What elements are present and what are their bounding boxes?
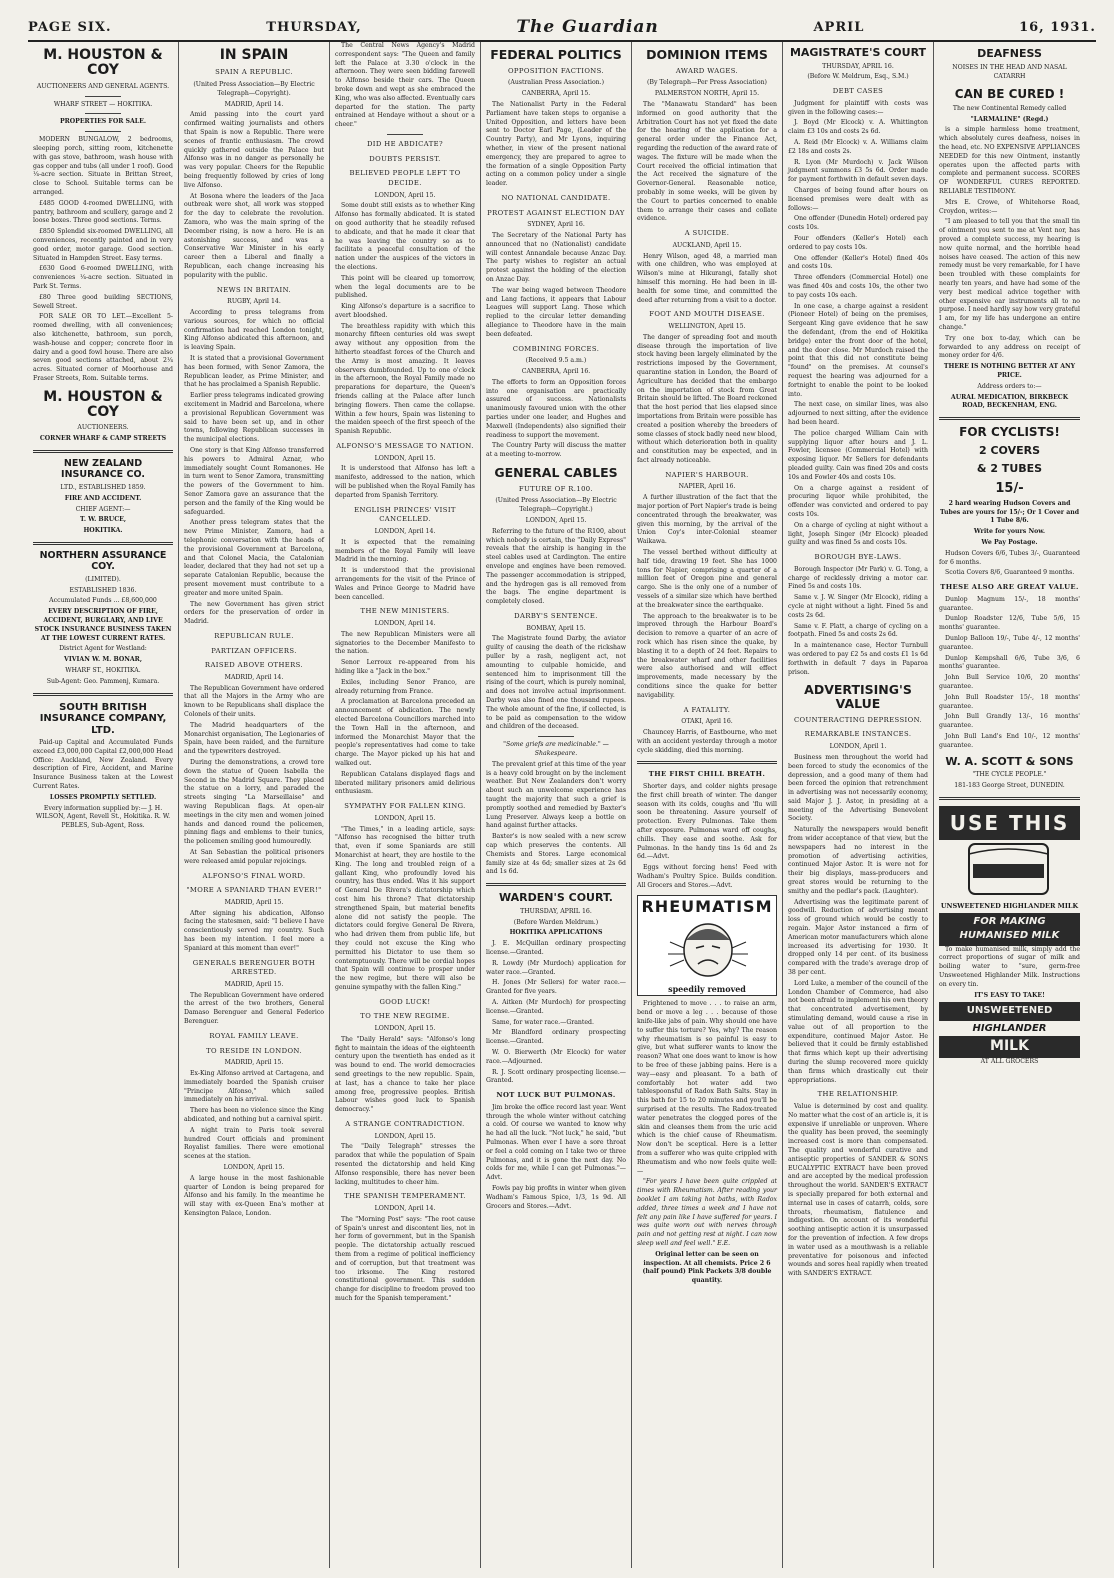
dateline: MADRID, April 15. [224, 898, 284, 906]
wardens-court-headline: WARDEN'S COURT. [499, 891, 613, 905]
milk-tin-illustration [939, 840, 1078, 898]
dateline: OTAKI, April 16. [681, 718, 733, 726]
column-federal-politics [481, 42, 632, 1568]
subhead: NAPIER'S HARBOUR. [665, 470, 749, 479]
paragraph: After signing his abdication, Alfonso facing the statesmen, said: "I believe I have conscientiously served my country. Such has been my intention. I feel more a Spaniard at this moment than ever!" [184, 909, 324, 952]
unsweetened-banner: UNSWEETENED [939, 1002, 1080, 1020]
paragraph: Value is determined by cost and quality. No matter what the cost of an article is, it is expensive if unreliable or unproven. Where the quality has been proved, the seemingly increased cost is more than compensated. The quality and wonderful curative and antiseptic properties of SANDER & SONS EUCALYPTIC EXTRACT have been proved and are accepted by the medical profession throughout the world. SANDER'S EXTRACT is specially prepared for both external and internal use in cases of catarrh, colds, sore throats, rheumatism, flatulence and indigestion. On account of its wonderful soothing antiseptic action it is unsurpassed for the prevention of infection. A few drops in water used as a mouthwash is a reliable preventative for poisonous and infected wounds and sores heal rapidly when treated with SANDER'S EXTRACT. [788, 1103, 928, 1278]
paragraph: is a simple harmless home treatment, which absolutely cures deafness, noises in the head, etc. NO EXPENSIVE APPLIANCES NEEDED for this new Ointment, instantly operates upon the affected parts with complete and permanent success. SCORES OF WONDERFUL CURES REPORTED. RELIABLE TESTIMONY. [939, 126, 1080, 196]
in-spain-headline: IN SPAIN [219, 47, 289, 63]
dateline: LONDON, April 15. [374, 1132, 436, 1140]
subhead: GENERALS BERENGUER BOTH ARRESTED. [192, 958, 316, 977]
nz-chief-agent: CHIEF AGENT:— [75, 505, 131, 513]
paragraph: Address orders to:— [977, 382, 1042, 390]
listing-80: £80 Three good building SECTIONS, Sewell Street. [33, 293, 173, 310]
sb-info: Every information supplied by:— J. H. WILSON, Agent, Revell St., Hokitika. R. W. PEBLES, Sub-Agent, Ross. [35, 804, 171, 830]
paragraph: Senor Lerroux re-appeared from his hiding like a "Jack in the box." [335, 659, 475, 675]
paragraph: During the demonstrations, a crowd tore down the statue of Queen Isabella the Second in the Madrid Square. They placed the statue on a lorry, and paraded the streets singing "La Marseillaise" and waving Republican flags. At open-air meetings in the city men and women joined hands and danced round the policemen, pinning flags and emblems to their tunics, the policemen smiling good humouredly. [184, 758, 324, 846]
dateline: MADRID, April 15. [224, 1059, 284, 1067]
paragraph: Earlier press telegrams indicated growing excitement in Madrid and Barcelona, where a provisional Republican Government was said to have been set up, and in other towns, following Republican successes in the municipal elections. [184, 392, 324, 444]
paragraph: J. Boyd (Mr Elcock) v. A. Whittington claim £3 10s and costs 2s 6d. [788, 119, 928, 136]
easy-to-take: IT'S EASY TO TAKE! [974, 991, 1045, 999]
paragraph: One story is that King Alfonso transferred his powers to Admiral Aznar, who immediately sought Count Romanones. He in turn went to Senor Zamora, transmitting the powers of the Government to him. Senor Zamora gave an assurance that the person and the family of the King would be safeguarded. [184, 446, 324, 516]
scott-sons-title: W. A. SCOTT & SONS [945, 754, 1074, 768]
paragraph: Frightened to move . . . to raise an arm, bend or move a leg . . . because of those knife-like jabs of pain. Why should one have to suffer this torture? Yes, why? The reason why rheumatism is so painful is easy to give, but what sufferer wants to know the reason? What one does want to know is how to be free of these jabbing pains. Here is a way—easy and pleasant. To a bath of comfortably hot water add two tablespoonsful of Radox Bath Salts. Stay in this bath for 15 to 20 minutes and you'll be surprised at the results. The Radox-treated water penetrates the clogged pores of the skin and cleanses them from the uric acid which is the chief cause of Rheumatism. Now don't be sceptical. Here is a letter from a sufferer who was quite crippled with Rheumatism and who now feels quite well:— [637, 1000, 777, 1175]
great-value-headline: THESE ALSO ARE GREAT VALUE. [940, 583, 1079, 592]
paragraph: The Republican Government have ordered the arrest of the two brothers, General Damaso Berenguer and General Federico Berenguer. [184, 991, 324, 1026]
subhead: DEBT CASES [832, 87, 884, 96]
paragraph: It is stated that a provisional Government has been formed, with Senor Zamora, the Republican leader, as Prime Minister, and that he has proclaimed a Spanish Republic. [184, 354, 324, 389]
paragraph: Charges of being found after hours on licensed premises were dealt with as follows:— [788, 187, 928, 212]
paragraph: J. E. McQuillan ordinary prospecting license.—Granted. [486, 940, 626, 956]
paragraph: The approach to the breakwater is to be improved through the Harbour Board's decision to remove a quarter of an acre of rock which has risen since the quake, by blasting it to a depth of 24 feet. Repairs to the breakwater wharf and other facilities were also authorised and will effect improvements, made necessary by the conditions since the quake for better navigability. [637, 612, 777, 699]
paragraph: A night train to Paris took several hundred Court officials and prominent Royalist families. There were emotional scenes at the station. [184, 1126, 324, 1161]
aural-address: AURAL MEDICATION, BIRKBECK ROAD, BECKENHAM, ENG. [950, 393, 1069, 410]
paragraph: Write for yours Now. [973, 528, 1046, 536]
ad-houston-title: M. HOUSTON & COY [43, 47, 163, 79]
separator [85, 131, 121, 132]
paragraph: Another press telegram states that the new Prime Minister, Zamora, had a telephonic conversation with the heads of the provisional Government at Barcelona, and that Colonel Macia, the Catalonian leader, declared that they had not set up a separate Catalonian Republic, because the present movement must contribute to a greater and more united Spain. [184, 519, 324, 597]
paragraph: R. J. Scott ordinary prospecting license.—Granted. [486, 1068, 626, 1085]
paragraph: Chauncey Harris, of Eastbourne, who met with an accident yesterday through a motor cycle skidding, died this morning. [637, 728, 777, 754]
na-established: ESTABLISHED 1836. [69, 586, 137, 594]
paragraph: Amid passing into the court yard confirmed waiting journalists and others that Spain is now a Republic. There were scenes of frantic enthusiasm. The crowd quickly gathered outside the Palace but Alfonso was in no danger as personally he was very popular. Cheers for the Republic being frequently followed by cries of long live Alfonso. [184, 111, 324, 189]
court-bench: (Before W. Meldrum, Esq., S.M.) [807, 73, 909, 81]
subhead: FOOT AND MOUTH DISEASE. [649, 310, 765, 319]
subhead: NOT LUCK BUT PULMONAS. [496, 1091, 616, 1100]
paragraph: King Alfonso's departure is a sacrifice to avert bloodshed. [335, 303, 475, 319]
separator [387, 134, 423, 135]
rheumatism-title: RHEUMATISM [641, 896, 773, 916]
masthead-day: THURSDAY, [266, 19, 362, 35]
can-be-cured: CAN BE CURED ! [954, 86, 1065, 101]
scott-address: 181-183 George Street, DUNEDIN. [954, 782, 1065, 790]
magistrates-court-headline: MAGISTRATE'S COURT [789, 46, 927, 59]
advertising-value-headline: ADVERTISING'S VALUE [804, 682, 912, 712]
rule [33, 693, 173, 696]
paragraph: Borough Inspector (Mr Park) v. G. Tong, a charge of recklessly driving a motor car. Fined 5s and costs 10s. [788, 565, 928, 591]
deafness-remedy: The new Continental Remedy called [952, 104, 1067, 112]
subhead: ROYAL FAMILY LEAVE. [209, 1031, 299, 1040]
paragraph: Naturally the newspapers would benefit from wider acceptance of that view, but the newspapers had no interest in the promotion of advertising activities, continued Major Astor. It is were not for their big displays, mass-producers and great stores would be returning to the smithy and the pedlar's pack. (Laughter). [788, 826, 928, 895]
tin-label: UNSWEETENED HIGHLANDER MILK [940, 902, 1079, 911]
paragraph: H. Jones (Mr Sellers) for water race.—Granted for five years. [486, 979, 626, 996]
paragraph: Four offenders (Keller's Hotel) each ordered to pay costs 10s. [788, 235, 928, 251]
page-number: PAGE SIX. [28, 19, 112, 35]
listing-for-sale: FOR SALE OR TO LET.—Excellent 5-roomed dwelling, with all conveniences; also kitchenette, bathroom, sun porch, wash-house and copper; concrete floor in dairy and a good fowl house. There are also seven good sections attached, about 2¼ acres. Situated corner of Moorhouse and Fraser Streets, Rom. Suitable terms. [33, 313, 173, 382]
paragraph: The Republican Government have ordered that all the Majors in the Army who are known to be Republicans shall displace the Colonels of their units. [184, 684, 324, 718]
source-line: (Received 9.5 a.m.) [525, 357, 587, 365]
paragraph: Henry Wilson, aged 48, a married man with one children, who was employed at Wilson's mine at Hikurangi, fatally shot himself this morning. He had been in ill-health for some time, and committed the deed after returning from a visit to a doctor. [637, 252, 777, 304]
subhead: ALFONSO'S MESSAGE TO NATION. [336, 442, 474, 451]
source-line: (United Press Association—By Electric Telegraph—Copyright). [193, 81, 315, 97]
tyre-item: John Bull Grandly 13/-, 16 months' guarantee. [939, 713, 1080, 730]
covers-headline: 2 COVERS [978, 444, 1041, 458]
general-cables-headline: GENERAL CABLES [494, 465, 618, 480]
highlander-text: HIGHLANDER [972, 1022, 1047, 1034]
columns [28, 42, 1096, 1568]
dateline: AUCKLAND, April 15. [672, 241, 742, 249]
na-description: EVERY DESCRIPTION OF FIRE, ACCIDENT, BURGLARY, AND LIVE STOCK INSURANCE BUSINESS TAKEN AT THE LOWEST CURRENT RATES. [34, 608, 172, 642]
paragraph: The Secretary of the National Party has announced that no (Nationalist) candidate will contest Annandale because Anzac Day. The party wishes to register an actual protest against the holding of the election on Anzac Day. [486, 232, 626, 284]
column-dominion-items [632, 42, 783, 1568]
dateline: MADRID, April 15. [224, 980, 284, 988]
rule [637, 761, 777, 764]
paragraph: Jim broke the office record last year. Went through the whole winter without catching a cold. Of course we wanted to know why he had all the luck. "Not luck," he said, "but Pulmonas. When ever I have a sore throat or feel a cold coming on I take two or three Pulmonas, and it is gone the next day. No colds for me, while I can get Pulmonas."—Advt. [486, 1103, 626, 1182]
paragraph: Baxter's is now sealed with a new screw cap which preserves the contents. All Chemists and Stores. Large economical family size at 4s 6d; smaller sizes at 2s 6d and 1s 6d. [486, 833, 626, 876]
subhead: TO THE NEW REGIME. [360, 1012, 450, 1021]
paragraph: R. Lowdy (Mr Murdoch) application for water race.—Granted. [486, 959, 626, 976]
subhead: AWARD WAGES. [675, 66, 739, 75]
paragraph: A. Reid (Mr Elcock) v. A. Williams claim £2 18s and costs 2s. [788, 139, 928, 155]
na-funds: Accumulated Funds ... £8,600,000 [49, 597, 157, 605]
paragraph: The Nationalist Party in the Federal Parliament have taken steps to organise a United Opposition, and letters have been sent to Doctor Earl Page, (Leader of the Country Party), and Mr Lyons, inquiring whether, in view of the present national emergency, they are prepared to agree to the formation of a single Opposition Party acting on a common policy under a single leader. [486, 100, 626, 188]
paragraph: A further illustration of the fact that the major portion of Port Napier's trade is being concentrated through the breakwater, was given this morning, by the arrival of the Union Coy's inter-Colonial steamer Waikawa. [637, 494, 777, 546]
paragraph: The "Daily Telegraph" stresses the paradox that while the population of Spain resented the dictatorship and held King Alfonso responsible, there has never been lacking, multitudes to cheer him. [335, 1143, 475, 1186]
paragraph: Hudson Covers 6/6, Tubes 3/-, Guaranteed for 6 months. [939, 549, 1080, 566]
subhead: COMBINING FORCES. [512, 344, 600, 353]
northern-assurance-title: NORTHERN ASSURANCE COY. [39, 549, 167, 572]
tyre-item: Dunlop Magnum 15/-, 18 months' guarantee. [939, 595, 1080, 612]
dateline: LONDON, April 15. [374, 454, 436, 462]
na-district: District Agent for Westland: [59, 645, 147, 653]
paragraph: Same v. F. Platt, a charge of cycling on a footpath. Fined 5s and costs 2s 6d. [788, 622, 928, 639]
tyre-item: Dunlop Roadster 12/6, Tube 5/6, 15 months' guarantee. [939, 615, 1080, 632]
paragraph: The new Republican Ministers were all signatories to the December Manifesto to the nation. [335, 630, 475, 656]
paragraph: Same, for water race.—Granted. [492, 1018, 594, 1026]
dateline: LONDON, April 15. [525, 516, 587, 524]
paragraph: "The Times," in a leading article, says: "Alfonso has recognised the bitter truth that, even if some Spaniards are still Monarchist at heart, they are hostile to the King. The long and troubled reign of a gallant King, who profoundly loved his country, has thus ended. Was it his support of General De Rivera's dictatorship which cost him his throne? That dictatorship strengthened Spain, but material benefits alone did not satisfy the people. The dictators could forgive General De Rivera, who had driven them from public life, but they could not excuse the King who permitted his Dictator to use them so contemptuously. There will be cordial hopes that Spain will continue to prosper under the new regime, but there will also be genuine sympathy with the fallen King." [335, 825, 475, 991]
cycle-people: "THE CYCLE PEOPLE." [972, 771, 1047, 779]
rheumatism-ad [637, 895, 777, 997]
listing-485: £485 GOOD 4-roomed DWELLING, with pantry, bathroom and scullery, garage and 2 loose boxes. Three good sections. Terms. [33, 199, 173, 225]
paragraph: A. Aitken (Mr Murdoch) for prospecting license.—Granted. [486, 998, 626, 1015]
dateline: LONDON, April 1. [829, 743, 887, 751]
subhead: REMARKABLE INSTANCES. [804, 730, 912, 739]
subhead: RAISED ABOVE OTHERS. [204, 661, 304, 670]
subhead: A FATALITY. [683, 705, 731, 714]
federal-politics-headline: FEDERAL POLITICS [490, 47, 622, 62]
subhead: A SUICIDE. [684, 229, 730, 238]
listing-bungalow: MODERN BUNGALOW, 2 bedrooms, sleeping porch, sitting room, kitchenette with gas stove, bathroom, wash house with gas copper and tubs (all under 1 roof). Good ¼-acre section. Situate in Brittan Street, close to School. Suitable terms can be arranged. [33, 136, 173, 196]
na-subagent: Sub-Agent: Geo. Pammenj, Kumara. [46, 677, 160, 685]
corner-address: CORNER WHARF & CAMP STREETS [39, 435, 167, 443]
column-spain-continued [330, 42, 481, 1568]
paragraph: The police charged William Cain with supplying liquor after hours and J. L. Fowler, licensee (Commercial Hotel) with exposing liquor. Mr Sellers for defendants pleaded guilty. Cain was fined 20s and costs 10s and Fowler 40s and costs 10s. [788, 429, 928, 481]
testimonial: "For years I have been quite crippled at times with Rheumatism. After reading your booklet I am taking hot baths, with Radox added, three times a week and I have not felt any pain like I have suffered for years. I was quite worn out with nerves through pain and not getting rest at night. I can now sleep well and feel well." E.E. [637, 1178, 777, 1247]
humanised-milk-banner: FOR MAKING HUMANISED MILK [939, 913, 1080, 945]
paragraph: The breathless rapidity with which this monarchy fifteen centuries old was swept away without any opposition from the hitherto steadfast forces of the Church and the Army is most amazing. It leaves observers dumbfounded. Up to one o'clock in the afternoon, the Royal Family made no preparations for departure, the Queen's friends calling at the Palace after lunch bringing flowers. Then came the collapse. Within a few hours, Spain was listening to the maiden speech of the first speech of the Spanish Republic. [335, 322, 475, 436]
paragraph: The Magistrate found Darby, the aviator guilty of causing the death of the rickshaw puller by a rash, negligent act, not amounting to culpable homicide, and sentenced him to imprisonment till the rising of the court, which is purely nominal, and does not involve actual imprisonment. Darby was also fined one thousand rupees. The whole amount of the fine, if collected, is to be paid as compensation to the widow and children of the deceased. [486, 635, 626, 731]
milk-banner: MILK [939, 1036, 1080, 1058]
properties-heading: PROPERTIES FOR SALE. [60, 118, 146, 126]
subhead: BELIEVED PEOPLE LEFT TO DECIDE. [349, 169, 461, 187]
rheumatism-subtitle: speedily removed [668, 984, 746, 995]
price-line: Original letter can be seen on inspection. At all chemists. Price 2 6 (half pound) Pink Packets 3/8 double quantity. [642, 1250, 772, 1285]
ad-houston-address: WHARF STREET — HOKITIKA. [53, 100, 153, 108]
subhead: COUNTERACTING DEPRESSION. [793, 715, 923, 724]
paragraph: R. Lyon (Mr Murdoch) v. Jack Wilson judgment summons £3 5s 6d. Order made for payment forthwith in default seven days. [788, 158, 928, 184]
paragraph: Judgment for plaintiff with costs was given in the following cases:— [788, 99, 928, 116]
subhead: THE NEW MINISTERS. [360, 607, 450, 616]
column-in-spain [179, 42, 330, 1568]
subhead: NEWS IN BRITAIN. [216, 285, 292, 294]
subhead: DOUBTS PERSIST. [369, 154, 441, 163]
paragraph: This point will be cleared up tomorrow, when the legal documents are to be published. [335, 274, 475, 300]
deafness-headline: DEAFNESS [977, 47, 1042, 60]
paragraph: The war being waged between Theodore and Lang factions, it appears that Labour Leagues will support Lang. Those which replied to the circular letter demanding allegiance to Theodore have in the main been defeated. [486, 286, 626, 338]
larmaline: "LARMALINE" (Regd.) [970, 115, 1049, 123]
dateline: LONDON, April 15. [374, 1024, 436, 1032]
paragraph: The Country Party will discuss the matter at a meeting to-morrow. [486, 442, 626, 459]
paragraph: Referring to the future of the R100, about which nobody is certain, the "Daily Express" reveals that the airship is hanging in the steel cables used at Cardington. The entire envelope and engines have been removed. The passenger accommodation is stripped, and the hydrogen gas is all removed from the bags. The engine department is completely closed. [486, 527, 626, 606]
source-line: (United Press Association—By Electric Telegraph—Copyright.) [495, 497, 617, 514]
paragraph: Shorter days, and colder nights presage the first chill breath of winter. The danger season with its colds, coughs and 'flu will soon be threatening. Assure yourself of protection. Every Pulmonas. Take them after exposure. Pulmonas ward off coughs, chills. They ease and soothe. Ask for Pulmonas. In the handy tins 1s 6d and 2s 6d.—Advt. [637, 782, 777, 861]
paragraph: Fowls pay big profits in winter when given Wadham's Famous Spice, 1/3, 1s 9d. All Grocers and Stores.—Advt. [486, 1184, 626, 1210]
subhead: DARBY'S SENTENCE. [514, 611, 598, 620]
tyre-item: Dunlop Balloon 19/-, Tube 4/-, 12 months' guarantee. [939, 635, 1080, 651]
rule [33, 450, 173, 453]
paragraph: At San Sebastian the political prisoners were released amid popular rejoicings. [184, 848, 324, 865]
na-limited: (LIMITED). [85, 575, 121, 583]
paragraph: In a maintenance case, Hector Turnbull was ordered to pay £2 5s and costs £1 1s 6d forthwith in default 7 days in Paparoa prison. [788, 642, 928, 676]
dateline: SYDNEY, April 16. [527, 221, 585, 229]
paragraph: Eggs without forcing hens! Feed with Wadham's Poultry Spice. Builds condition. All Grocers and Stores.—Advt. [637, 864, 777, 889]
separator [85, 96, 121, 97]
subhead: BOROUGH BYE-LAWS. [814, 553, 902, 562]
paragraph: According to press telegrams from various sources, for which no official confirmation had reached London tonight, King Alfonso abdicated this afternoon, and is leaving Spain. [184, 309, 324, 352]
paragraph: Some doubt still exists as to whether King Alfonso has formally abdicated. It is stated on good authority that he steadily refused to abdicate, and that he made it clear that he was leaving the country so as to facilitate a peaceful consultation of the nation under the auspices of the victors in the elections. [335, 202, 475, 271]
tubes-headline: & 2 TUBES [976, 462, 1043, 476]
subhead: PROTEST AGAINST ELECTION DAY [487, 208, 625, 217]
masthead-month: APRIL [813, 19, 865, 35]
paragraph: "I am pleased to tell you that the small tin of ointment you sent to me at Vent nor, has proved a complete success, my hearing is now quite normal, and the horrible head noises have ceased. The action of this new remedy must be very remarkable, for I have been troubled with these complaints for nearly ten years, and have had some of the very best medical advice together with other expensive ear instruments all to no purpose. I need hardly say how very grateful I am, for my life has undergone an entire change." [939, 218, 1080, 331]
subhead: THE SPANISH TEMPERAMENT. [344, 1192, 466, 1201]
dateline: LONDON, April 14. [374, 1205, 436, 1212]
paragraph: In one case, a charge against a resident (Pioneer Hotel) of being on the premises, Sergeant King gave evidence that he saw the defendant, (from the end of Hokitika bridge) enter the front door of the hotel, and the door close. Mr Murdoch raised the point that this did not constitute being "found" on the premises. At counsel's request the hearing was adjourned for a fortnight to enable the point to be looked into. [788, 302, 928, 398]
dateline: LONDON, April 14. [374, 527, 436, 535]
subhead: PARTIZAN OFFICERS. [211, 646, 297, 655]
paragraph: THERE IS NOTHING BETTER AT ANY PRICE. [943, 363, 1076, 379]
paragraph: The danger of spreading foot and mouth disease through the importation of live stock having been largely eliminated by the restrictions imposed by the Government, quarantine station in London, the Board of Agriculture has decided that the embargo on the importation of stock from Great Britain should be lifted. The Board reckoned that the host period that lies elapsed since importations from Britain were possible has created a position whereby the breeders of some classes of stock badly need new blood, without which deterioration both in quality and constitution may be expected, and in fact already noticeable. [637, 333, 778, 464]
nz-fire: FIRE AND ACCIDENT. [64, 494, 142, 502]
paragraph: One offender (Keller's Hotel) fined 40s and costs 10s. [788, 254, 928, 271]
na-address: WHARF ST., HOKITIKA. [65, 666, 141, 674]
column-magistrates-court [783, 42, 934, 1568]
paragraph: Advertising was the legitimate parent of goodwill. Reduction of advertising meant loss of ground which would be costly to regain. Major Astor instanced a firm of American motor manufacturers which alone increased its advertising for 1930. It dropped only 14 per cent. of its business compared with the trade's average drop of 38 per cent. [788, 898, 928, 977]
column-advertisements [934, 42, 1085, 1568]
column-classifieds [28, 42, 179, 1568]
subhead: HOKITIKA APPLICATIONS [509, 929, 603, 937]
subhead: ALFONSO'S FINAL WORD. [202, 871, 306, 880]
dateline: LONDON, April 15. [374, 814, 436, 822]
source-line: (By Telegraph—Per Press Association) [647, 79, 767, 87]
sb-capital: Paid-up Capital and Accumulated Funds exceed £3,000,000 Capital £2,000,000 Head Office: Auckland, New Zealand. Every description of Fire, Accident, and Marine Insurance Business taken at the Lowest Current Rates. [33, 739, 173, 790]
paragraph: It is expected that the remaining members of the Royal Family will leave Madrid in the morning. [335, 538, 475, 564]
nz-insurance-title: NEW ZEALAND INSURANCE CO. [61, 458, 145, 480]
paragraph: Lord Luke, a member of the council of the London Chamber of Commerce, had also not been afraid to implement his own theory that concentrated advertisement, by stimulating demand, would cause a rise in value out of all proportion to the expenditure, continued Major Astor. He believed that it could be firmly established that firms which kept up their advertising during the slump recovered more quickly than firms which drastically cut their appropriations. [788, 979, 928, 1084]
paragraph: The "Manawatu Standard" has been informed on good authority that the Arbitration Court has not yet fixed the date for the hearing of the application for a general order under the Finance Act, regarding the reduction of the award rate of wages. The fixture will be made when the Court received the official intimation that the Act received the signature of the Governor-General. Reasonable notice, probably in some weeks, will be given by the Court to parties concerned to enable them to arrange their cases and collate evidence. [637, 100, 777, 223]
separator [85, 113, 121, 114]
tyre-item: Dunlop Kempshall 6/6, Tube 3/6, 6 months' guarantee. [939, 654, 1080, 671]
subhead: NO NATIONAL CANDIDATE. [501, 193, 611, 202]
dominion-items-headline: DOMINION ITEMS [646, 47, 768, 62]
masthead [28, 16, 1096, 38]
paragraph: Try one box to-day, which can be forwarded to any address on receipt of money order for 4/6. [939, 334, 1080, 360]
auctioneers-label: AUCTIONEERS. [77, 424, 129, 432]
subhead: GOOD LUCK! [379, 997, 431, 1006]
dateline: THURSDAY, APRIL 16. [520, 907, 592, 915]
cyclists-headline: FOR CYCLISTS! [959, 425, 1060, 440]
subhead: THE FIRST CHILL BREATH. [648, 770, 766, 779]
ad-houston-sub: AUCTIONEERS AND GENERAL AGENTS. [36, 82, 170, 90]
paragraph: Republican Catalans displayed flags and liberated military prisoners amid delirious enthusiasm. [335, 770, 475, 796]
paragraph: 2 hard wearing Hudson Covers and Tubes are yours for 15/-; Or 1 Cover and 1 Tube 8/6. [939, 499, 1080, 525]
listing-850: £850 Splendid six-roomed DWELLING, all conveniences, recently painted and in very good order, motor garage. Good section. Situated in Hampden Street. Easy terms. [33, 228, 173, 262]
price-headline: 15/- [995, 480, 1024, 496]
paragraph: W. O. Bierwerth (Mr Elcock) for water race.—Adjourned. [486, 1048, 626, 1065]
rule [486, 883, 626, 886]
paragraph: Exiles, including Senor Franco, are already returning from France. [335, 678, 475, 695]
paragraph: Three offenders (Commercial Hotel) one was fined 40s and costs 10s, the other two to pay costs 10s each. [788, 274, 928, 299]
paragraph: Mr Blandford ordinary prospecting license.—Granted. [486, 1029, 626, 1046]
paragraph: One offender (Dunedin Hotel) ordered pay costs 10s. [788, 215, 928, 232]
subhead: A STRANGE CONTRADICTION. [345, 1119, 465, 1128]
subhead: TO RESIDE IN LONDON. [206, 1046, 302, 1055]
paragraph: We Pay Postage. [981, 539, 1038, 547]
subhead: THE RELATIONSHIP. [817, 1090, 899, 1099]
tyre-item: John Bull Land's End 10/-, 12 months' guarantee. [939, 733, 1080, 749]
paragraph: Same v. J. W. Singer (Mr Elcock), riding a cycle at night without a light. Fined 5s and costs 2s 6d. [788, 594, 928, 619]
paragraph: At Bosona where the leaders of the Jaca outbreak were shot, all work was stopped for the day to celebrate the revolution. Zamora, who was the main spring of the December rising, is now a hero. He is an astonishing success, and was a Conservative War Minister in his early career then a Liberal and finally a Republican, each change increasing his popularity with the public. [184, 192, 324, 279]
paragraph: Mrs E. Crowe, of Whitehorse Road, Croydon, writes:— [939, 198, 1080, 215]
source-line: (Australian Press Association.) [507, 79, 605, 87]
listing-630: £630 Good 6-roomed DWELLING, with conveniences ¼-acre section. Situated in Park St. Terms. [33, 265, 173, 290]
sufferer-face-illustration [638, 918, 777, 980]
paragraph: It is understood that Alfonso has left a manifesto, addressed to the nation, which will be published when the Royal Family has departed from Spanish Territory. [335, 465, 475, 499]
rule [939, 417, 1080, 420]
paragraph: A proclamation at Barcelona preceded an announcement of abdication. The newly elected Barcelona Councillors marched into the Town Hall in the afternoon, and informed the Monarchist Mayor that the people's representatives had come to take charge. The Mayor picked up his hat and walked out. [335, 698, 475, 767]
masthead-title: The Guardian [516, 17, 659, 37]
separator [538, 736, 574, 737]
all-grocers: AT ALL GROCERS [980, 1057, 1039, 1065]
paragraph: A large house in the most fashionable quarter of London is being prepared for Alfonso and his family. In the meantime he will stay with ex-Queen Ena's mother at Kensington Palace, London. [184, 1174, 324, 1217]
rule [939, 797, 1080, 800]
subhead: FUTURE OF R.100. [518, 484, 594, 493]
tyre-item: John Bull Roadster 15/-, 18 months' guarantee. [939, 693, 1080, 710]
dateline: THURSDAY, APRIL 16. [822, 62, 894, 70]
subhead: ENGLISH PRINCES' VISIT CANCELLED. [354, 505, 456, 524]
dateline: MADRID, April 14. [224, 100, 284, 108]
dateline: LONDON, April 15. [374, 191, 436, 199]
dateline: BOMBAY, April 15. [526, 624, 586, 632]
south-british-title: SOUTH BRITISH INSURANCE COMPANY, LTD. [39, 701, 167, 736]
paragraph: On a charge of cycling at night without a light, Joseph Singer (Mr Elcock) pleaded guilty and was fined 5s and costs 10s. [788, 521, 928, 547]
use-this-banner: USE THIS [939, 806, 1080, 840]
subhead: REPUBLICAN RULE. [214, 631, 294, 640]
dateline: PALMERSTON NORTH, April 15. [654, 90, 760, 98]
paragraph: There has been no violence since the King abdicated, and nothing but a carnival spirit. [184, 1107, 324, 1123]
na-agent: VIVIAN W. M. BONAR, [64, 656, 142, 664]
court-bench: (Before Warden Meldrum.) [513, 918, 599, 926]
dateline: RUGBY, April 14. [227, 298, 281, 306]
subhead: SYMPATHY FOR FALLEN KING. [344, 802, 466, 811]
paragraph: The "Morning Post" says: "The root cause of Spain's unrest and discontent lies, not in her form of government, but in the Spanish people. The dictatorship actually rescued them from a regime of political inefficiency and of corruption, but that treatment was too irksome. The King restored constitutional government. This sudden change for discipline to freedom proved too much for the Spanish temperament." [335, 1215, 475, 1302]
quote: "Some griefs are medicinable." —Shakespeare. [503, 741, 609, 757]
subhead: OPPOSITION FACTIONS. [507, 66, 605, 75]
dateline: CANBERRA, April 15. [521, 90, 591, 98]
paragraph: The vessel berthed without difficulty at half tide, drawing 19 feet. She has 1000 tons for Napier, comprising a quarter of a million feet of Oregon pine and general cargo. She is the only one of a number of vessels of a similar size which have berthed at the breakwater since the earthquake. [637, 548, 777, 609]
subhead: "MORE A SPANIARD THAN EVER!" [186, 886, 322, 895]
paragraph: Business men throughout the world had been forced to study the economics of the depression, and a good many of them had been forced the opinion that retrenchment in advertising was not necessarily economy, said Major J. J. Astor, in presiding at a meeting of the Advertising Benevolent Society. [788, 753, 928, 823]
paragraph: The new Government has given strict orders for the preservation of order in Madrid. [184, 600, 324, 626]
dateline: MADRID, April 14. [224, 673, 284, 681]
paragraph: The Madrid headquarters of the Monarchist organisation, The Legionaries of Spain, have been raided, and the furniture and the typewriters destroyed. [184, 721, 324, 756]
nz-established: LTD., ESTABLISHED 1859. [60, 483, 146, 491]
paragraph: The efforts to form an Opposition forces into one organisation are practically assured of success. Nationalists unanimously favoured union with the other parties under one leader, and Hughes and Maxwell (Independents) also signified their readiness to support the movement. [486, 378, 626, 439]
dateline: WELLINGTON, April 15. [668, 323, 746, 330]
ad-houston-title-2: M. HOUSTON & COY [43, 388, 163, 421]
paragraph: The prevalent grief at this time of the year is a heavy cold brought on by the inclement weather. But New Zealanders don't worry about such an unwelcome experience has taught the majority that such a grief is promptly soothed and remedied by Baxter's Lung Preserver. Always keep a bottle on hand against further attacks. [486, 760, 626, 830]
paragraph: Ex-King Alfonso arrived at Cartagena, and immediately boarded the Spanish cruiser "Principe Alfonso," which sailed immediately on his arrival. [184, 1069, 324, 1104]
subhead: SPAIN A REPUBLIC. [215, 68, 293, 77]
paragraph: The next case, on similar lines, was also adjourned to next sitting, after the evidence had been heard. [788, 401, 928, 426]
paragraph: Scotia Covers 8/6, Guaranteed 9 months. [945, 569, 1075, 577]
dateline: NAPIER, April 16. [678, 483, 736, 491]
rule [33, 542, 173, 545]
paragraph: On a charge against a resident of procuring liquor while prohibited, the offender was convicted and ordered to pay costs 10s. [788, 484, 928, 518]
nz-agent-town: HOKITIKA. [83, 527, 123, 535]
subhead: DID HE ABDICATE? [366, 139, 444, 148]
masthead-date: 16, 1931. [1019, 19, 1096, 35]
dateline: CANBERRA, April 16. [521, 368, 591, 376]
deafness-sub: NOISES IN THE HEAD AND NASAL CATARRH [952, 64, 1067, 80]
dateline: LONDON, April 15. [223, 1163, 285, 1171]
nz-agent-name: T. W. BRUCE, [80, 516, 126, 524]
paragraph: The "Daily Herald" says: "Alfonso's long fight to maintain the ideas of the eighteenth century upon the twentieth has ended as it was bound to end. The world democracies send greetings to the new republic. Spain, at last, has a chance to take her place among free, progressive peoples. British Labour wishes good luck to Spanish democracy." [335, 1035, 475, 1114]
dateline: LONDON, April 14. [374, 619, 436, 627]
sb-losses: LOSSES PROMPTLY SETTLED. [49, 793, 157, 801]
paragraph: The Central News Agency's Madrid correspondent says: "The Queen and family left the Palace at 3.30 o'clock in the afternoon. They were seen bidding farewell to Alfonso beside their cars. The Queen broke down and wept as she embraced the King, who was also affected. Eventually cars departed for the station. The party entrained at Hendaye without a shout or a cheer." [335, 42, 475, 129]
paragraph: To make humanised milk, simply add the correct proportions of sugar of milk and boiling water to "sure, germ-free Unsweetened Highlander Milk. Instructions on every tin. [939, 945, 1080, 988]
tyre-item: John Bull Service 10/6, 20 months' guarantee. [939, 674, 1080, 691]
paragraph: It is understood that the provisional arrangements for the visit of the Prince of Wales and Prince George to Madrid have been cancelled. [335, 567, 475, 601]
